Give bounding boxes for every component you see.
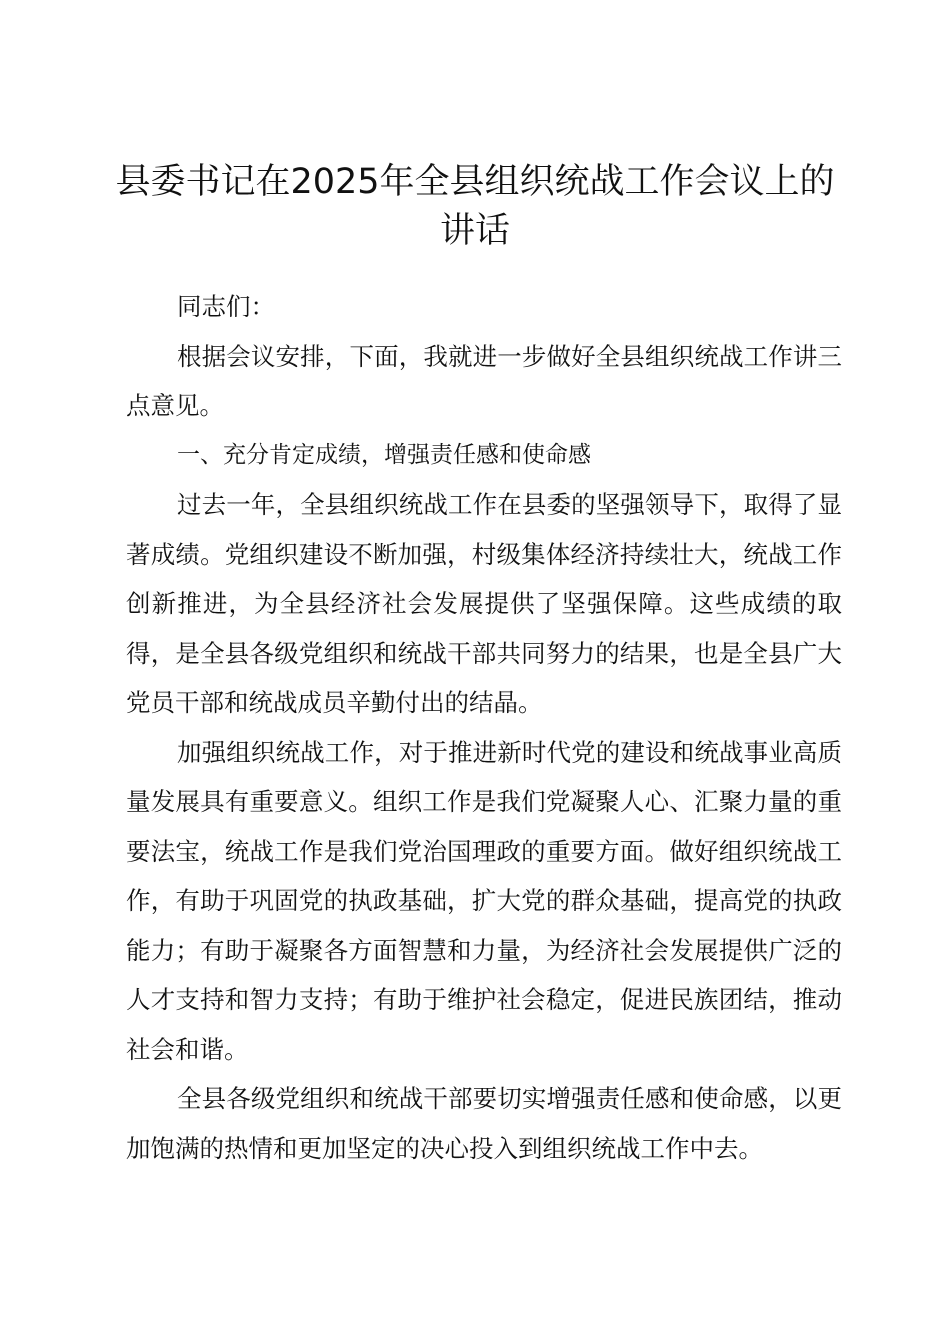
body-paragraph: 全县各级党组织和统战干部要切实增强责任感和使命感，以更加饱满的热情和更加坚定的决心投入到组织统战工作中去。 (126, 1084, 842, 1163)
salutation: 同志们： (177, 292, 275, 321)
body-paragraph: 加强组织统战工作，对于推进新时代党的建设和统战事业高质量发展具有重要意义。组织工作是我们党凝聚人心、汇聚力量的重要法宝，统战工作是我们党治国理政的重要方面。做好组织统战工作，有助于巩固党的执政基础，扩大党的群众基础，提高党的执政能力；有助于凝聚各方面智慧和力量，为经济社会发展提供广泛的人才支持和智力支持；有助于维护社会稳定，促进民族团结，推动社会和谐。 (126, 737, 842, 1064)
section-heading-1: 一、充分肯定成绩，增强责任感和使命感 (177, 441, 591, 468)
document-body (126, 282, 842, 1173)
document-title: 县委书记在2025年全县组织统战工作会议上的讲话 (115, 162, 835, 251)
body-paragraph: 过去一年，全县组织统战工作在县委的坚强领导下，取得了显著成绩。党组织建设不断加强，村级集体经济持续壮大，统战工作创新推进，为全县经济社会发展提供了坚强保障。这些成绩的取得，是全县各级党组织和统战干部共同努力的结果，也是全县广大党员干部和统战成员辛勤付出的结晶。 (126, 490, 842, 717)
intro-paragraph: 根据会议安排，下面，我就进一步做好全县组织统战工作讲三点意见。 (126, 341, 842, 420)
